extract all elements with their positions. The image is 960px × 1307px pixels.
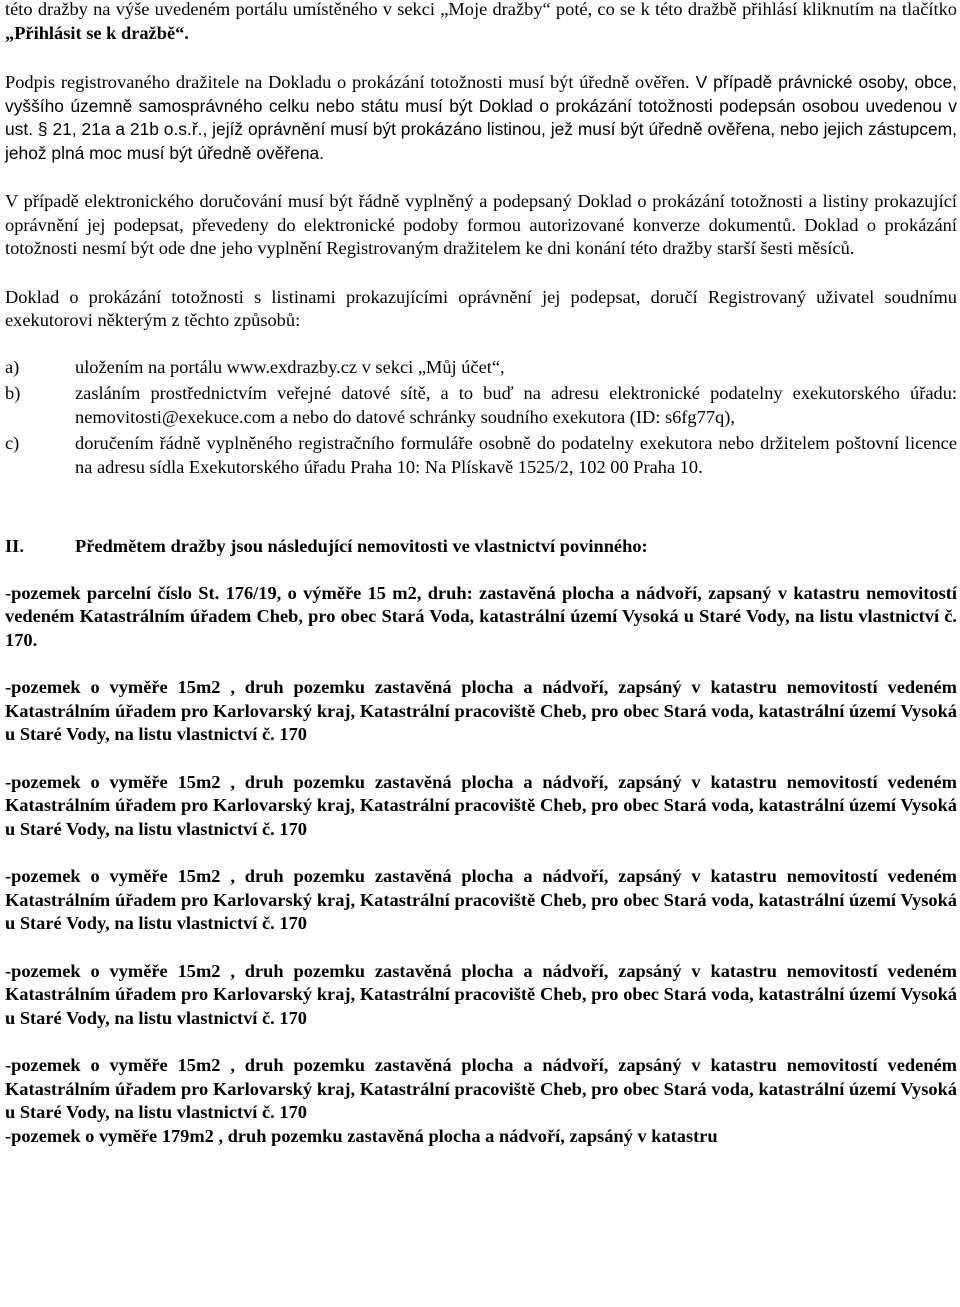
section-title: Předmětem dražby jsou následující nemovitosti ve vlastnictví povinného: — [75, 536, 648, 556]
login-button-label: „Přihlásit se k dražbě“. — [5, 22, 189, 43]
list-item-label: c) — [5, 433, 20, 453]
list-item-text: doručením řádně vyplněného registračního formuláře osobně do podatelny exekutora nebo držitelem poštovní licence na adresu sídla Exekutorského úřadu Praha 10: Na Plískavě 1525/2, 102 00 Praha 10. — [75, 433, 957, 477]
property-item: -pozemek o vyměře 15m2 , druh pozemku zastavěná plocha a nádvoří, zapsáný v katastru nemovitostí vedeném Katastrálním úřadem pro Karlovarský kraj, Katastrální pracoviště Cheb, pro obec Stará voda, katastrální území Vysoká u Staré Vody, na listu vlastnictví č. 170 — [5, 677, 957, 744]
property-item: -pozemek o vyměře 15m2 , druh pozemku zastavěná plocha a nádvoří, zapsáný v katastru nemovitostí vedeném Katastrálním úřadem pro Karlovarský kraj, Katastrální pracoviště Cheb, pro obec Stará voda, katastrální území Vysoká u Staré Vody, na listu vlastnictví č. 170 — [5, 771, 957, 839]
property-item: -pozemek o vyměře 15m2 , druh pozemku zastavěná plocha a nádvoří, zapsáný v katastru nemovitostí vedeném Katastrálním úřadem pro Karlovarský kraj, Katastrální pracoviště Cheb, pro obec Stará voda, katastrální území Vysoká u Staré Vody, na listu vlastnictví č. 170 — [5, 960, 957, 1028]
list-item-label: a) — [5, 356, 20, 377]
list-item — [5, 356, 957, 380]
paragraph-intro: této dražby na výše uvedeném portálu umístěného v sekci „Moje dražby“ poté, co se k této dražbě přihlásí kliknutím na tlačítko „Přihlásit se k dražbě“. — [5, 0, 957, 43]
paragraph-electronic: V případě elektronického doručování musí být řádně vyplněný a podepsaný Doklad o prokázání totožnosti a listiny prokazující oprávnění jej podepsat, převedeny do elektronické podoby formou autorizované konverze dokumentů. Doklad o prokázání totožnosti nesmí být ode dne jeho vyplnění Registrovaným dražitelem ke dni konání této dražby starší šesti měsíců. — [5, 191, 957, 258]
list-item — [5, 382, 957, 429]
paragraph-signature: Podpis registrovaného dražitele na Dokladu o prokázání totožnosti musí být úředně ověřen. V případě právnické osoby, obce, vyššího územně samosprávného celku nebo státu musí být Doklad o prokázání totožnosti podepsán osobou uvedenou v ust. § 21, 21a a 21b o.s.ř., jejíž oprávnění musí být prokázáno listinou, jež musí být úředně ověřena, nebo jejich zástupcem, jehož plná moc musí být úředně ověřena. — [5, 72, 957, 163]
document-page — [5, 0, 957, 1148]
property-item: -pozemek o vyměře 15m2 , druh pozemku zastavěná plocha a nádvoří, zapsáný v katastru nemovitostí vedeném Katastrálním úřadem pro Karlovarský kraj, Katastrální pracoviště Cheb, pro obec Stará voda, katastrální území Vysoká u Staré Vody, na listu vlastnictví č. 170 — [5, 866, 957, 933]
list-item-text: zasláním prostřednictvím veřejné datové sítě, a to buď na adresu elektronické podatelny exekutorského úřadu: nemovitosti@exekuce.com a nebo do datové schránky soudního exekutora (ID: s6fg77q), — [75, 383, 957, 427]
list-item-text: uložením na portálu www.exdrazby.cz v sekci „Můj účet“, — [75, 356, 505, 377]
section-heading — [5, 535, 957, 559]
section-number: II. — [5, 536, 24, 556]
list-item-label: b) — [5, 383, 21, 403]
property-item: -pozemek o vyměře 179m2 , druh pozemku zastavěná plocha a nádvoří, zapsáný v katastru — [5, 1125, 718, 1146]
delivery-methods-list — [5, 356, 957, 480]
list-item — [5, 432, 957, 479]
property-item: -pozemek o vyměře 15m2 , druh pozemku zastavěná plocha a nádvoří, zapsáný v katastru nemovitostí vedeném Katastrálním úřadem pro Karlovarský kraj, Katastrální pracoviště Cheb, pro obec Stará voda, katastrální území Vysoká u Staré Vody, na listu vlastnictví č. 170 — [5, 1055, 957, 1122]
paragraph-delivery: Doklad o prokázání totožnosti s listinami prokazujícími oprávnění jej podepsat, doručí Registrovaný uživatel soudnímu exekutorovi některým z těchto způsobů: — [5, 286, 957, 330]
property-item: -pozemek parcelní číslo St. 176/19, o výměře 15 m2, druh: zastavěná plocha a nádvoří, zapsaný v katastru nemovitostí vedeném Katastrálním úřadem Cheb, pro obec Stará Voda, katastrální území Vysoká u Staré Vody, na listu vlastnictví č. 170. — [5, 582, 957, 650]
